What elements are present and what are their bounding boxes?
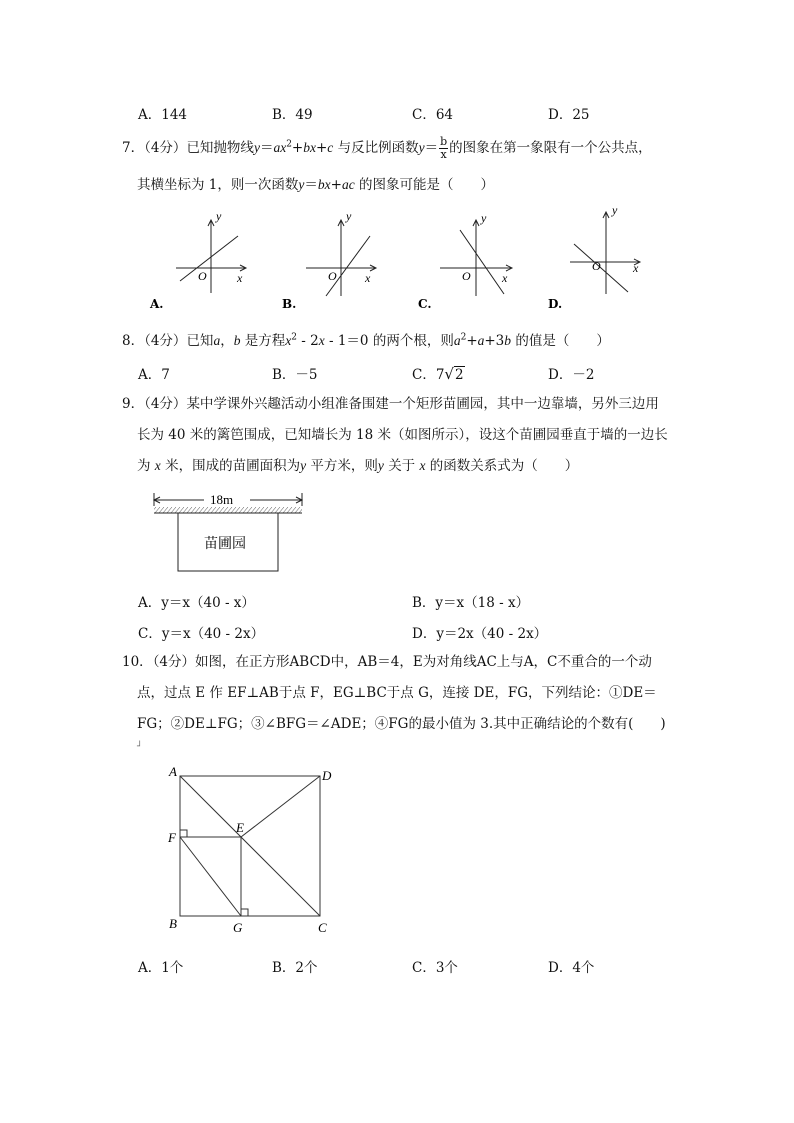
q7-number: 7． bbox=[122, 140, 145, 156]
q9-wall-label: 18m bbox=[210, 492, 234, 507]
q9-text3d: 关于 bbox=[388, 458, 416, 474]
q9-stem-line3: 为 x 米，围成的苗圃面积为y 平方米，则y 关于 x 的函数关系式为（ ） bbox=[137, 458, 579, 474]
q7-text5: 的图象可能是（ ） bbox=[359, 177, 494, 193]
q8-number: 8． bbox=[122, 333, 145, 349]
q7-fraction bbox=[439, 136, 448, 161]
q10-label-d: D bbox=[322, 768, 332, 783]
q10-stem-line2: 点，过点 E 作 EF⊥AB于点 F，EG⊥BC于点 G，连接 DE，FG，下列结论：①DE＝ bbox=[137, 685, 657, 701]
q10-right-angle-g bbox=[241, 909, 248, 916]
q7-a-origin: O bbox=[198, 269, 207, 283]
q10-label-f: F bbox=[168, 830, 176, 845]
q9-option-a: A．y＝x（40 - x） bbox=[138, 595, 255, 611]
q8-text4: 的值是（ ） bbox=[515, 333, 610, 349]
q9-figure bbox=[150, 490, 310, 576]
q7-c-y-label: y bbox=[481, 211, 487, 225]
q7-graphs bbox=[140, 208, 660, 318]
q8-score: （4分） bbox=[144, 333, 187, 349]
q7-text2: 与反比例函数 bbox=[337, 140, 419, 156]
q7-stem-line1: 7．（4分）已知抛物线$y=ax^2+bx+c$ 与反比例函数y＝ $\frac{b}{x}$ 的图象在第一象限有一个公共点， bbox=[122, 135, 652, 161]
q10-label-b: B bbox=[169, 916, 177, 931]
q9-garden-label: 苗圃园 bbox=[204, 537, 246, 552]
q10-text1: 如图，在正方形ABCD中，AB＝4，E为对角线AC上与A，C不重合的一个动 bbox=[195, 654, 652, 670]
q8-sqrt-arg: 2 bbox=[454, 367, 464, 383]
q7-c-origin: O bbox=[462, 269, 471, 283]
q7-graph-label-c: C. bbox=[418, 297, 432, 311]
q7-frac-den: x bbox=[440, 148, 447, 161]
q8-stem: 8．（4分）已知a，b 是方程$x^2 - 2x - 1=0$ 的两个根，则$a^2+a+3b$ 的值是（ ） bbox=[122, 332, 610, 349]
q9-option-d: D．y＝2x（40 - 2x） bbox=[412, 626, 548, 642]
q7-graph-label-a: A. bbox=[150, 297, 164, 311]
q8-text3: 的两个根，则 bbox=[372, 333, 454, 349]
q9-score: （4分） bbox=[144, 396, 187, 412]
q10-mark: ┘ bbox=[137, 742, 143, 752]
q7-score: （4分） bbox=[144, 140, 187, 156]
q10-segment-fg bbox=[180, 837, 241, 916]
q10-stem-line1 bbox=[122, 652, 652, 672]
q6-option-c: C．64 bbox=[412, 107, 454, 123]
q7-b-y-label: y bbox=[346, 209, 352, 223]
q8-option-c-text: C．7 bbox=[412, 367, 445, 383]
q9-option-b: B．y＝x（18 - x） bbox=[412, 595, 530, 611]
q10-segment-de bbox=[241, 776, 320, 837]
q10-diagonal-ac bbox=[180, 776, 320, 916]
q7-graph-label-d: D. bbox=[548, 297, 563, 311]
q10-score: （4分） bbox=[152, 654, 196, 670]
q7-text1: 已知抛物线 bbox=[186, 140, 254, 156]
q10-stem-line3: FG；②DE⊥FG；③∠BFG＝∠ADE；④FG的最小值为 3.其中正确结论的个数有( ) bbox=[137, 716, 666, 732]
q8-text2: 是方程 bbox=[244, 333, 286, 349]
q8-option-a: A．7 bbox=[138, 367, 170, 383]
q10-figure bbox=[160, 762, 350, 942]
q7-c-x-label: x bbox=[502, 271, 508, 285]
q8-option-c: C．7√2 bbox=[412, 365, 464, 383]
q10-number: 10． bbox=[122, 654, 153, 670]
q7-d-origin: O bbox=[592, 259, 601, 273]
q10-label-e: E bbox=[236, 820, 244, 835]
q6-option-a: A．144 bbox=[138, 107, 188, 123]
q7-text3: 的图象在第一象限有一个公共点， bbox=[449, 140, 652, 156]
q9-text3e: 的函数关系式为（ ） bbox=[429, 458, 579, 474]
q10-label-c: C bbox=[318, 920, 327, 935]
q10-label-a: A bbox=[169, 764, 177, 779]
q9-text3b: 米，围成的苗圃面积为 bbox=[165, 458, 301, 474]
q8-option-b: B．－5 bbox=[272, 367, 318, 383]
q10-right-angle-f bbox=[180, 830, 187, 837]
q7-frac-num: b bbox=[440, 135, 448, 148]
q10-label-g: G bbox=[233, 920, 243, 935]
q9-wall-hatch bbox=[154, 507, 302, 513]
q7-parabola: y bbox=[253, 140, 260, 155]
q9-option-c: C．y＝x（40 - 2x） bbox=[138, 626, 265, 642]
q7-graph-d bbox=[570, 212, 640, 294]
q7-text4: 其横坐标为 1，则一次函数 bbox=[137, 177, 299, 193]
q7-b-origin: O bbox=[328, 269, 337, 283]
q7-graph-label-b: B. bbox=[282, 297, 297, 311]
q9-stem-line1 bbox=[122, 394, 659, 414]
q7-stem-line2: 其横坐标为 1，则一次函数y＝bx+ac 的图象可能是（ ） bbox=[137, 177, 494, 193]
q10-option-b: B．2个 bbox=[272, 960, 318, 976]
q9-number: 9． bbox=[122, 396, 145, 412]
q10-option-d: D．4个 bbox=[548, 960, 595, 976]
q8-text1: 已知 bbox=[186, 333, 214, 349]
q9-text3a: 为 bbox=[137, 458, 151, 474]
q9-stem-line2: 长为 40 米的篱笆围成，已知墙长为 18 米（如图所示），设这个苗圃园垂直于墙的一边长 bbox=[137, 427, 668, 443]
q9-text3c: 平方米，则 bbox=[310, 458, 378, 474]
q7-a-x-label: x bbox=[237, 271, 243, 285]
q6-option-d: D．25 bbox=[548, 107, 590, 123]
q10-option-a: A．1个 bbox=[138, 960, 184, 976]
q10-option-c: C．3个 bbox=[412, 960, 458, 976]
q6-option-b: B．49 bbox=[272, 107, 313, 123]
q7-d-y-label: y bbox=[612, 208, 618, 217]
q7-graph-a bbox=[176, 220, 246, 293]
q7-a-y-label: y bbox=[216, 209, 222, 223]
q7-b-x-label: x bbox=[365, 271, 371, 285]
q9-text1: 某中学课外兴趣活动小组准备围建一个矩形苗圃园，其中一边靠墙，另外三边用 bbox=[186, 396, 659, 412]
q8-option-d: D．－2 bbox=[548, 367, 595, 383]
q7-d-x-label: x bbox=[633, 261, 639, 275]
